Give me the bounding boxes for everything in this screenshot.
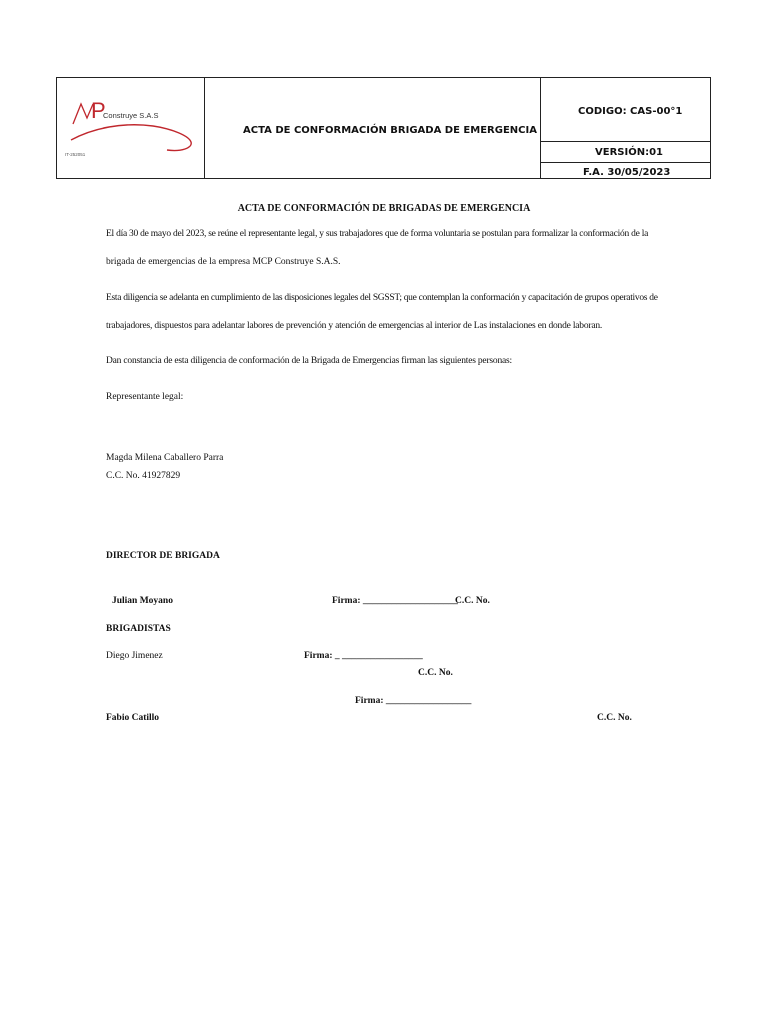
brigadista-1-cc: C.C. No. (418, 668, 453, 678)
brigadista-2-cc: C.C. No. (597, 713, 632, 723)
document-date: F.A. 30/05/2023 (583, 167, 671, 178)
brigadistas-heading: BRIGADISTAS (106, 624, 171, 634)
logo-cert-text: IT-252051 (65, 152, 86, 157)
paragraph-1-line-2: brigada de emergencias de la empresa MCP Construye S.A.S. (106, 257, 341, 267)
director-heading: DIRECTOR DE BRIGADA (106, 551, 220, 561)
director-signature: Firma: ____________________ (332, 596, 458, 606)
legal-rep-label: Representante legal: (106, 392, 184, 402)
brigadista-1-name: Diego Jimenez (106, 651, 163, 661)
header-divider (540, 162, 710, 163)
logo-brand-text: Construye S.A.S (103, 111, 159, 120)
document-header-table (56, 77, 711, 179)
brigadista-2-signature: Firma: __________________ (355, 696, 472, 706)
legal-rep-id: C.C. No. 41927829 (106, 471, 181, 481)
header-divider (204, 78, 205, 178)
legal-rep-name: Magda Milena Caballero Parra (106, 453, 224, 463)
paragraph-2-line-1: Esta diligencia se adelanta en cumplimiento de las disposiciones legales del SGSST; que contemplan la conformación y capacitación de grupos operativos de (106, 293, 658, 303)
paragraph-3: Dan constancia de esta diligencia de conformación de la Brigada de Emergencias firman las siguientes personas: (106, 356, 512, 366)
document-code: CODIGO: CAS-00°1 (578, 106, 683, 117)
director-name: Julian Moyano (112, 596, 173, 606)
header-divider (540, 141, 710, 142)
brigadista-1-signature: Firma: _ _________________ (304, 651, 423, 661)
header-divider (540, 78, 541, 178)
company-logo (63, 96, 199, 162)
document-version: VERSIÓN:01 (595, 147, 663, 158)
paragraph-2-line-2: trabajadores, dispuestos para adelantar labores de prevención y atención de emergencias al interior de Las instalaciones en donde laboran. (106, 321, 603, 331)
document-title: ACTA DE CONFORMACIÓN BRIGADA DE EMERGENCIA (243, 125, 537, 136)
paragraph-1-line-1: El día 30 de mayo del 2023, se reúne el representante legal, y sus trabajadores que de forma voluntaria se postulan para formalizar la conformación de la (106, 229, 649, 239)
logo-brand-letter: P (91, 98, 106, 123)
director-cc: C.C. No. (455, 596, 490, 606)
brigadista-2-name: Fabio Catillo (106, 713, 160, 723)
body-title: ACTA DE CONFORMACIÓN DE BRIGADAS DE EMERGENCIA (237, 203, 531, 214)
